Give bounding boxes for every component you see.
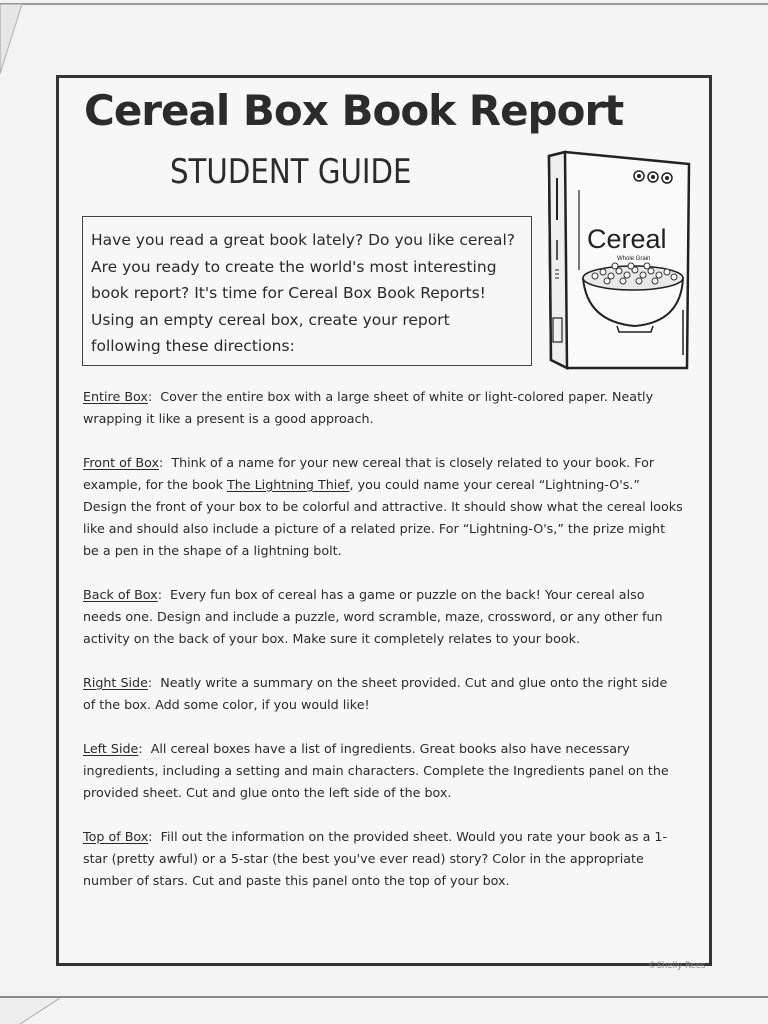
section-text-part: Think of a name for your new cereal that is closely related to your book. For example, for the book — [83, 455, 655, 492]
section-front-of-box: Front of Box: Think of a name for your new cereal that is closely related to your book. For example, for the book The Lightning Thief, you could name your cereal “Lightning-O's.” Design the front of your box to be colorful and attractive. It should show what the cereal looks like and should also include a picture of a related prize. For “Lightning-O's,” the prize might be a pen in the shape of a lightning bolt. — [83, 455, 683, 558]
corner-fold-top — [0, 4, 40, 74]
section-label: Right Side — [83, 675, 148, 690]
page-bottom-edge — [0, 996, 768, 998]
corner-fold-bottom — [0, 998, 60, 1024]
section-text: Cover the entire box with a large sheet of white or light-colored paper. Neatly wrapping it like a present is a good approach. — [83, 389, 654, 426]
intro-text: Have you read a great book lately? Do you like cereal? Are you ready to create the world's most interesting book report? It's time for Cereal Box Book Reports! Using an empty cereal box, create your report following these directions: — [91, 231, 516, 355]
section-text: Neatly write a summary on the sheet provided. Cut and glue onto the right side of the box. Add some color, if you would like! — [83, 675, 668, 712]
section-left-side: Left Side: All cereal boxes have a list of ingredients. Great books also have necessary ingredients, including a setting and main characters. Complete the Ingredients panel on the provided sheet. Cut and glue onto the left side of the box. — [83, 741, 669, 800]
copyright-credit: ©Shelly Rees — [648, 961, 706, 971]
page-subtitle: STUDENT GUIDE — [170, 152, 412, 192]
page-top-edge — [0, 3, 768, 5]
section-label: Back of Box — [83, 587, 158, 602]
section-back-of-box: Back of Box: Every fun box of cereal has a game or puzzle on the back! Your cereal also needs one. Design and include a puzzle, word scramble, maze, crossword, or any other fun activity on the back of your box. Make sure it completely relates to your book. — [83, 587, 663, 646]
page-title: Cereal Box Book Report — [84, 86, 624, 135]
section-text: Every fun box of cereal has a game or puzzle on the back! Your cereal also needs one. Design and include a puzzle, word scramble, maze, crossword, or any other fun activity on the back of your box. Make sure it completely relates to your book. — [83, 587, 663, 646]
section-text-part: , you could name your cereal “Lightning-O's.” Design the front of your box to be colorful and attractive. It should show what the cereal looks like and should also include a picture of a related prize. For “Lightning-O's,” the prize might be a pen in the shape of a lightning bolt. — [83, 477, 683, 558]
section-entire-box: Entire Box: Cover the entire box with a large sheet of white or light-colored paper. Neatly wrapping it like a present is a good approach. — [83, 389, 654, 426]
directions-list — [83, 386, 683, 914]
section-label: Left Side — [83, 741, 139, 756]
section-top-of-box: Top of Box: Fill out the information on the provided sheet. Would you rate your book as a 1-star (pretty awful) or a 5-star (the best you've ever read) story? Color in the appropriate number of stars. Cut and paste this panel onto the top of your box. — [83, 829, 668, 888]
section-label: Entire Box — [83, 389, 148, 404]
section-text: All cereal boxes have a list of ingredients. Great books also have necessary ingredients, including a setting and main characters. Complete the Ingredients panel on the provided sheet. Cut and glue onto the left side of the box. — [83, 741, 669, 800]
cereal-tagline-text: Whole Grain — [617, 256, 651, 262]
section-label: Top of Box — [83, 829, 149, 844]
section-label: Front of Box — [83, 455, 159, 470]
cereal-brand-text: Cereal — [587, 224, 667, 254]
book-title: The Lightning Thief — [226, 477, 350, 492]
section-text: Fill out the information on the provided sheet. Would you rate your book as a 1-star (pretty awful) or a 5-star (the best you've ever read) story? Color in the appropriate number of stars. Cut and paste this panel onto the top of your box. — [83, 829, 668, 888]
intro-box — [82, 216, 532, 366]
cereal-box-illustration — [547, 150, 692, 372]
section-right-side: Right Side: Neatly write a summary on the sheet provided. Cut and glue onto the right side of the box. Add some color, if you would like! — [83, 675, 668, 712]
